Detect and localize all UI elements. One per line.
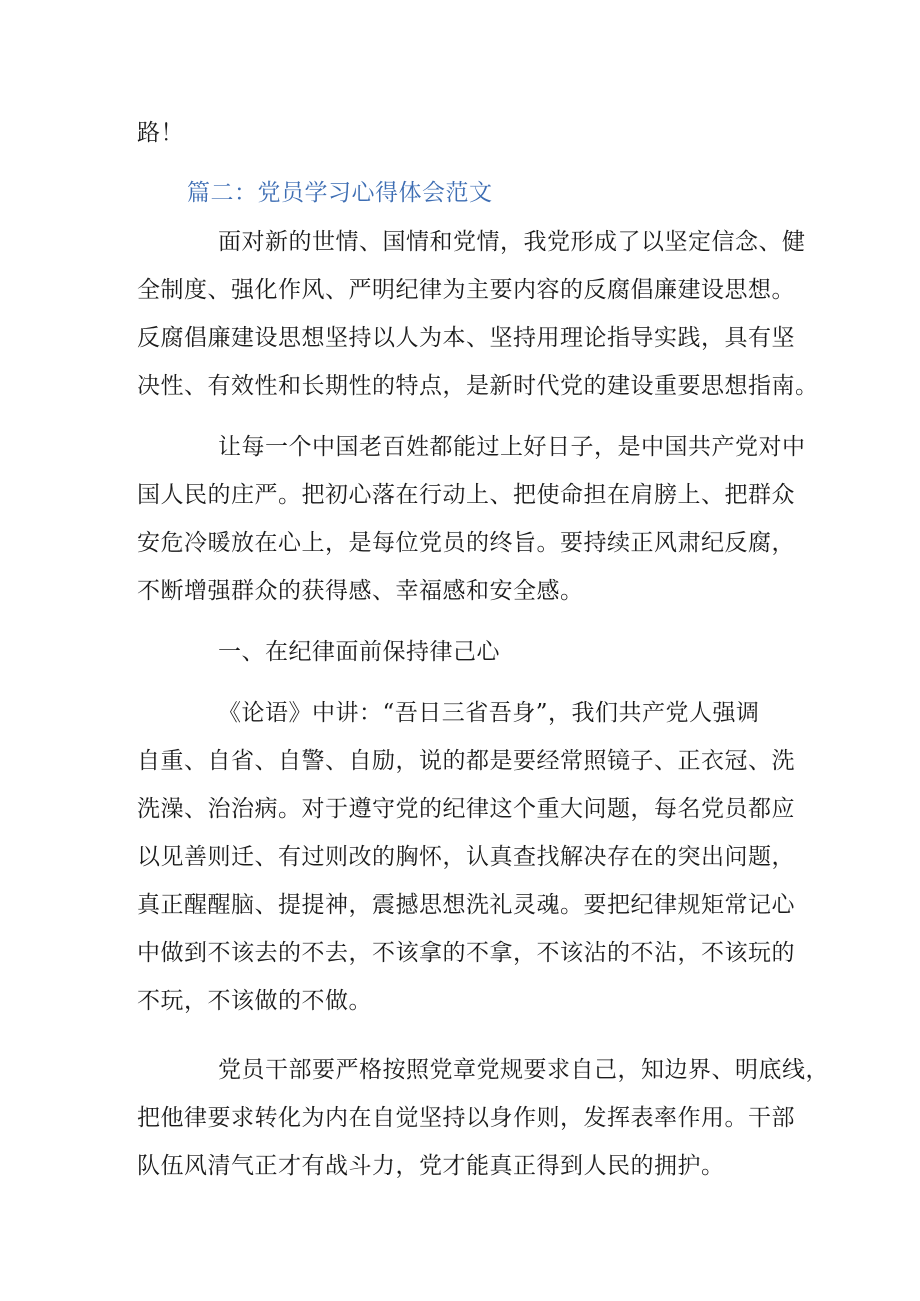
paragraph-2-line-3: 安危冷暖放在心上，是每位党员的终旨。要持续正风肃纪反腐， bbox=[137, 530, 795, 556]
paragraph-3-line-6: 中做到不该去的不去，不该拿的不拿，不该沾的不沾，不该玩的 bbox=[137, 940, 795, 966]
paragraph-3-line-4: 以见善则迁、有过则改的胸怀，认真查找解决存在的突出问题， bbox=[137, 844, 795, 870]
paragraph-3-line-5: 真正醒醒脑、提提神，震撼思想洗礼灵魂。要把纪律规矩常记心 bbox=[137, 892, 795, 918]
paragraph-4-line-3: 队伍风清气正才有战斗力，党才能真正得到人民的拥护。 bbox=[137, 1153, 725, 1179]
paragraph-3-line-1: 《论语》中讲：“吾日三省吾身”，我们共产党人强调 bbox=[218, 700, 760, 726]
paragraph-2-line-1: 让每一个中国老百姓都能过上好日子，是中国共产党对中 bbox=[218, 434, 806, 460]
paragraph-4-line-2: 把他律要求转化为内在自觉坚持以身作则，发挥表率作用。干部 bbox=[137, 1105, 795, 1131]
paragraph-3-line-3: 洗澡、治治病。对于遵守党的纪律这个重大问题，每名党员都应 bbox=[137, 796, 795, 822]
paragraph-3-line-7: 不玩，不该做的不做。 bbox=[137, 988, 372, 1014]
section-title: 篇二：党员学习心得体会范文 bbox=[187, 180, 493, 206]
paragraph-2-line-2: 国人民的庄严。把初心落在行动上、把使命担在肩膀上、把群众 bbox=[137, 482, 795, 508]
paragraph-4-line-1: 党员干部要严格按照党章党规要求自己，知边界、明底线， bbox=[218, 1057, 829, 1083]
subheading: 一、在纪律面前保持律己心 bbox=[218, 639, 500, 665]
previous-paragraph-tail: 路！ bbox=[137, 120, 184, 146]
paragraph-1-line-1: 面对新的世情、国情和党情，我党形成了以坚定信念、健 bbox=[218, 229, 806, 255]
paragraph-1-line-2: 全制度、强化作风、严明纪律为主要内容的反腐倡廉建设思想。 bbox=[137, 277, 795, 303]
paragraph-1-line-4: 决性、有效性和长期性的特点，是新时代党的建设重要思想指南。 bbox=[137, 373, 819, 399]
paragraph-3-line-2: 自重、自省、自警、自励，说的都是要经常照镜子、正衣冠、洗 bbox=[137, 748, 795, 774]
paragraph-2-line-4: 不断增强群众的获得感、幸福感和安全感。 bbox=[137, 578, 584, 604]
paragraph-1-line-3: 反腐倡廉建设思想坚持以人为本、坚持用理论指导实践，具有坚 bbox=[137, 325, 795, 351]
